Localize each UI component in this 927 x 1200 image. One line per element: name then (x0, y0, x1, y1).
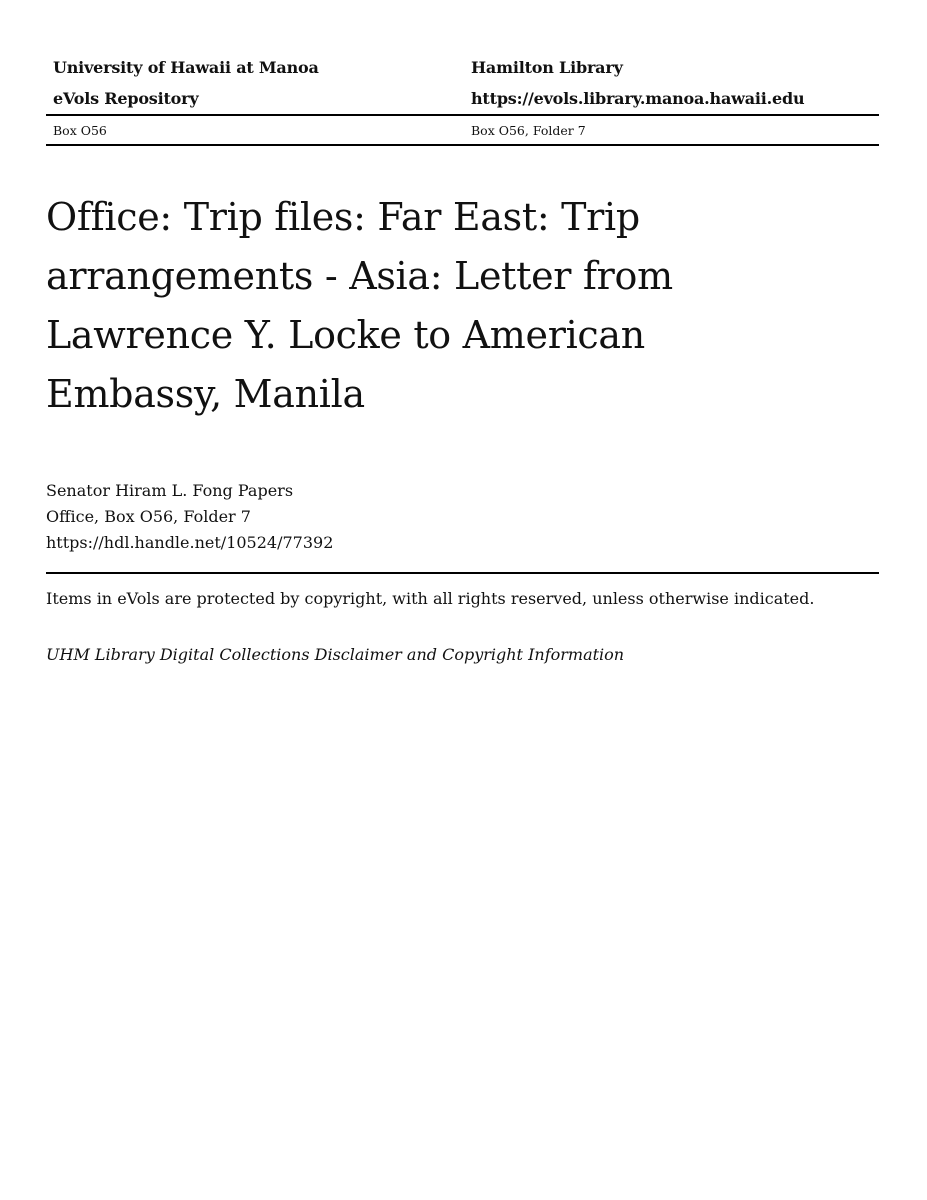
copyright-notice: Items in eVols are protected by copyright, with all rights reserved, unless otherwise indicated. (46, 589, 815, 608)
box-label: Box O56 (53, 122, 107, 138)
repository-url[interactable]: https://evols.library.manoa.hawaii.edu (471, 89, 805, 108)
collection-name: Senator Hiram L. Fong Papers (46, 481, 294, 500)
box-row (46, 116, 879, 144)
header-divider-bottom (46, 144, 879, 146)
disclaimer-link[interactable]: UHM Library Digital Collections Disclaimer and Copyright Information (46, 645, 625, 664)
footer-divider (46, 572, 879, 574)
institution-name: University of Hawaii at Manoa (53, 58, 319, 77)
document-metadata (46, 478, 879, 556)
handle-link[interactable]: https://hdl.handle.net/10524/77392 (46, 533, 334, 552)
repository-name: eVols Repository (53, 89, 199, 108)
header-grid (46, 52, 879, 114)
folder-location: Office, Box O56, Folder 7 (46, 507, 251, 526)
header (46, 52, 879, 146)
document-title: Office: Trip files: Far East: Trip arrangements - Asia: Letter from Lawrence Y. Locke to American Embassy, Manila (46, 195, 673, 416)
box-folder-label: Box O56, Folder 7 (471, 122, 586, 138)
library-name: Hamilton Library (471, 58, 623, 77)
